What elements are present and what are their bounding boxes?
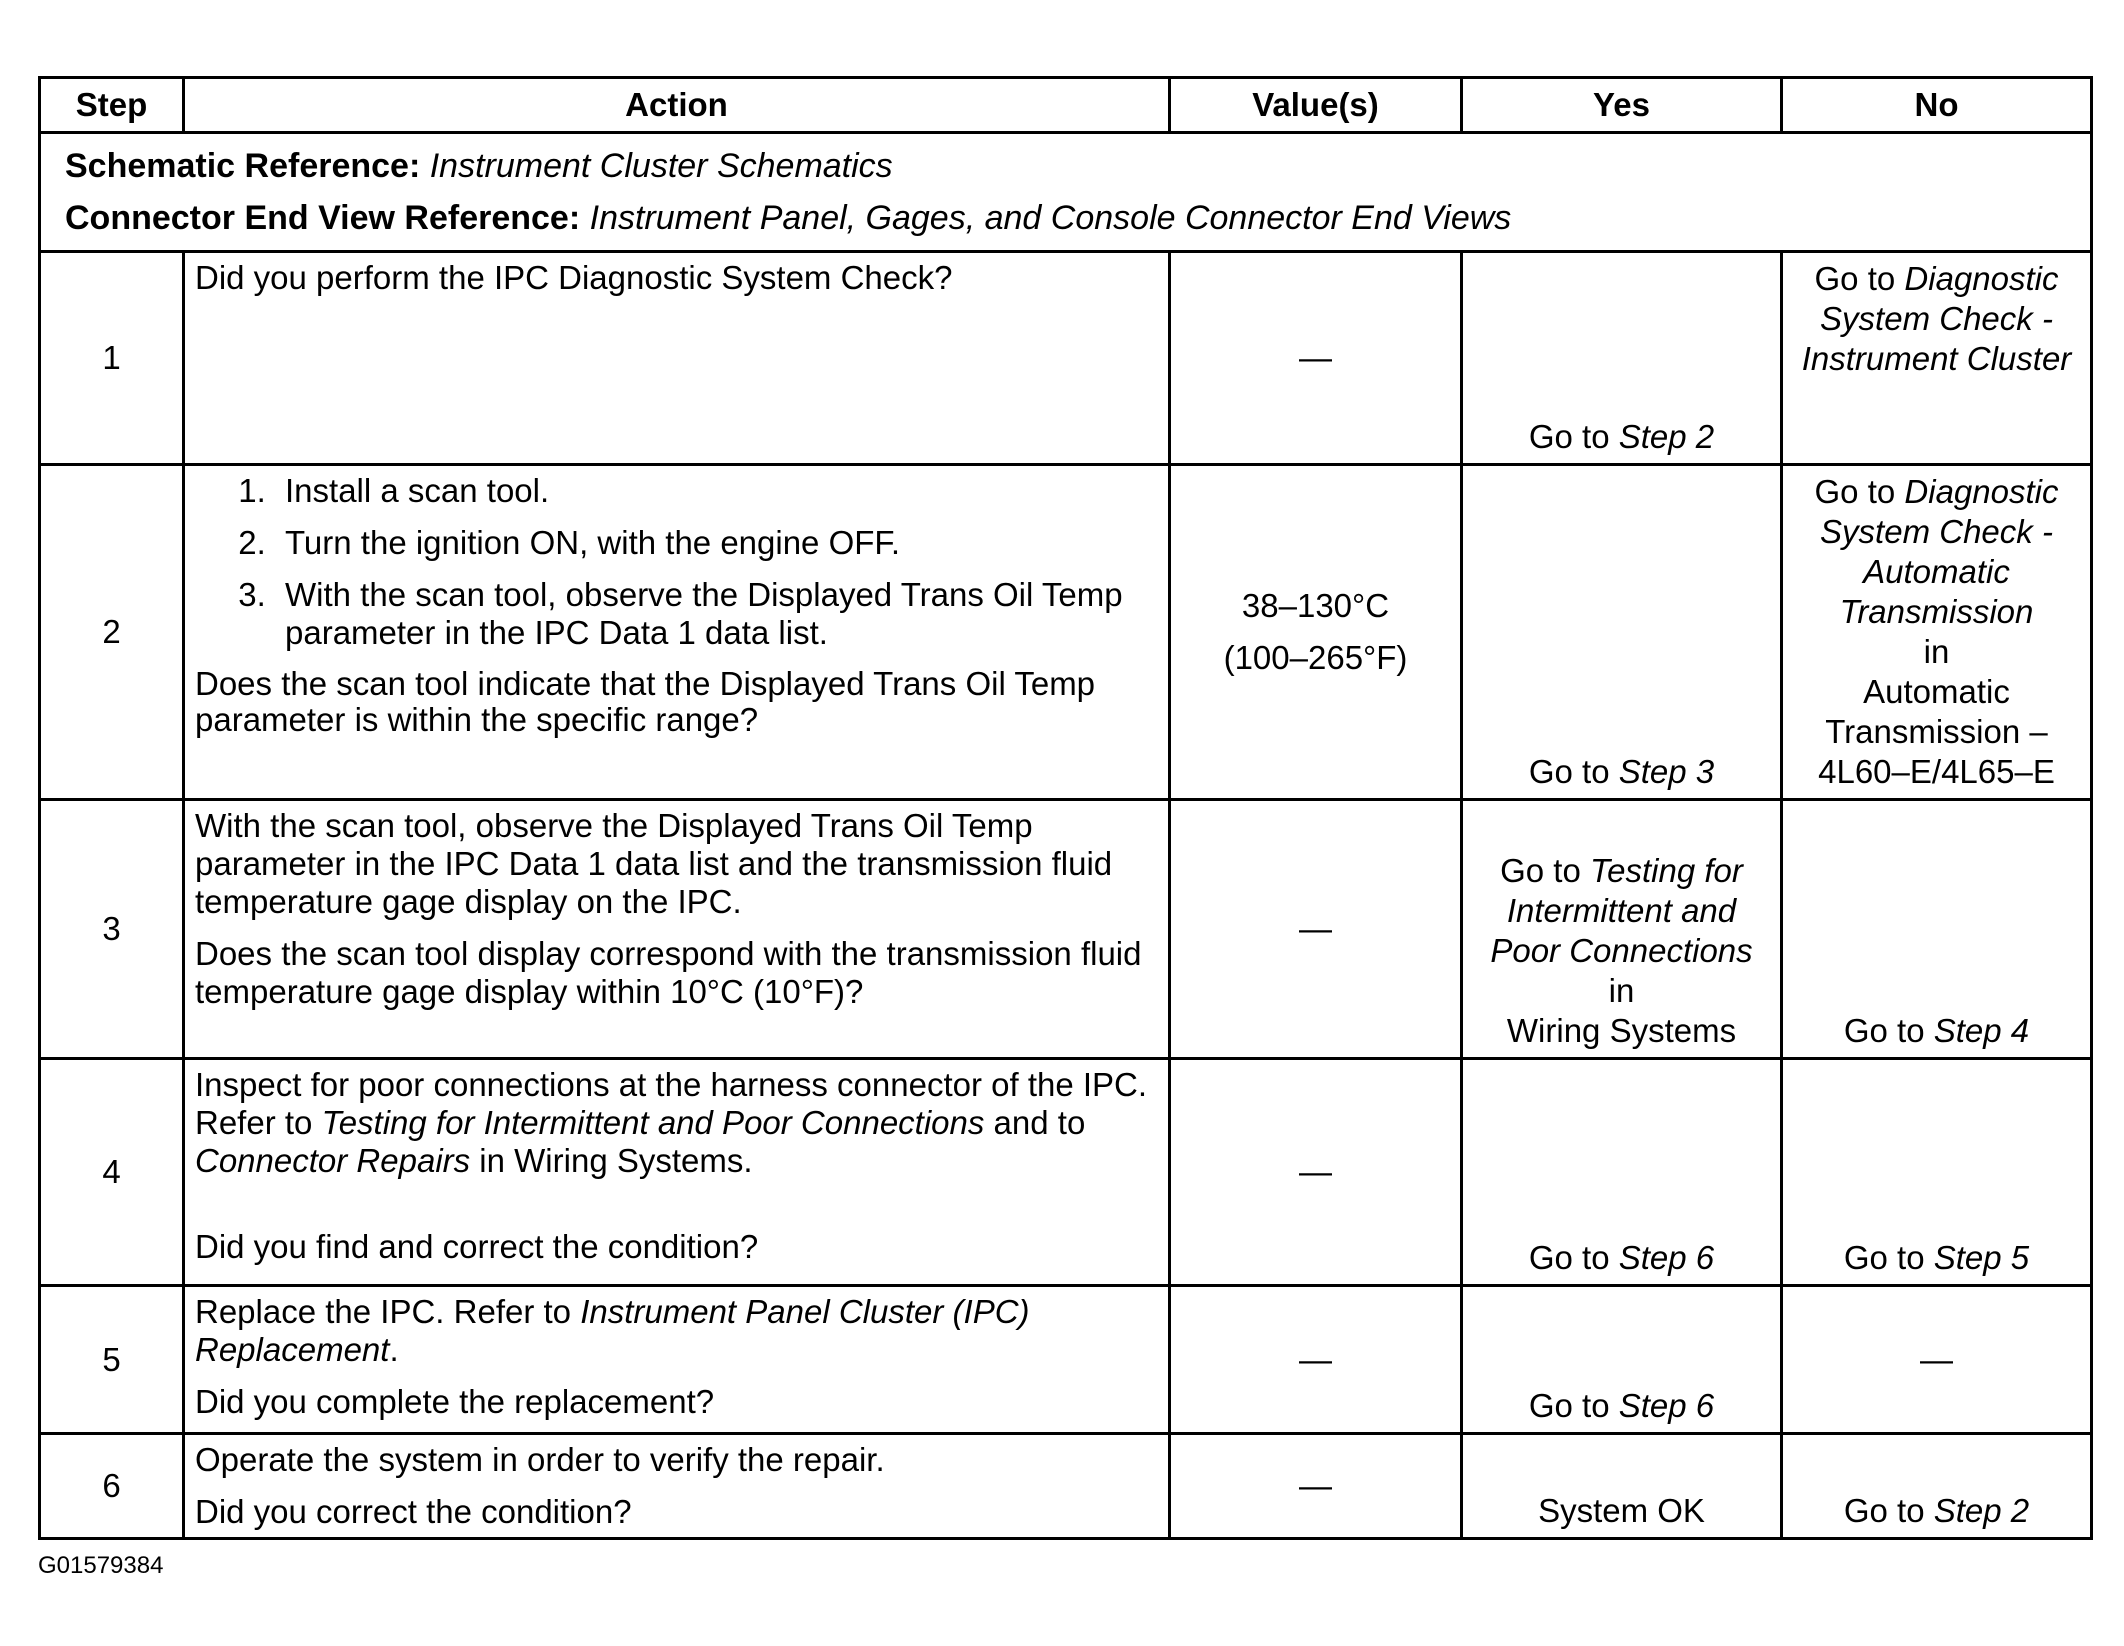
no-link[interactable]: Diagnostic System Check - Instrument Cluster: [1801, 260, 2072, 377]
header-step: Step: [40, 78, 184, 133]
value-fahrenheit: (100–265°F): [1223, 639, 1408, 676]
yes-link[interactable]: Testing for Intermittent and Poor Connections: [1490, 852, 1753, 969]
list-item: 3. With the scan tool, observe the Displayed Trans Oil Temp parameter in the IPC Data 1 data list.: [275, 576, 1158, 652]
step-number: 3: [40, 800, 184, 1059]
action-cell: With the scan tool, observe the Displayed Trans Oil Temp parameter in the IPC Data 1 data list and the transmission fluid temperature gage display on the IPC. Does the scan tool display correspond with the transmission fluid temperature gage display within 10°C (10°F)?: [184, 800, 1170, 1059]
table-row: [40, 1286, 2092, 1434]
no-link[interactable]: Diagnostic System Check - Automatic Transmission: [1820, 473, 2059, 630]
list-item: 2. Turn the ignition ON, with the engine OFF.: [275, 524, 1158, 562]
reference-row: [40, 133, 2092, 252]
action-question: Does the scan tool indicate that the Displayed Trans Oil Temp parameter is within the specific range?: [195, 665, 1096, 738]
yes-link[interactable]: Step 6: [1618, 1239, 1715, 1276]
action-cell: Inspect for poor connections at the harness connector of the IPC. Refer to Testing for Intermittent and Poor Connections and to Connector Repairs in Wiring Systems. Did you find and correct the condition?: [184, 1059, 1170, 1286]
action-steps-list: [195, 472, 1158, 652]
no-cell: Go to Diagnostic System Check - Automatic Transmission in Automatic Transmission – 4L60–E/4L65–E: [1782, 465, 2092, 800]
yes-cell: Go to Testing for Intermittent and Poor Connections in Wiring Systems: [1462, 800, 1782, 1059]
table-row: [40, 252, 2092, 465]
no-link[interactable]: Step 4: [1933, 1012, 2030, 1049]
action-link[interactable]: Instrument Panel Cluster (IPC) Replacement: [195, 1293, 1030, 1368]
schematic-reference-link[interactable]: Instrument Cluster Schematics: [429, 147, 893, 185]
value-cell: —: [1170, 1286, 1462, 1434]
yes-link[interactable]: Step 3: [1618, 753, 1715, 790]
no-cell: Go to Step 2: [1782, 1434, 2092, 1539]
connector-reference: Connector End View Reference: Instrument Panel, Gages, and Console Connector End Views: [65, 199, 1512, 237]
action-question: Did you find and correct the condition?: [195, 1228, 759, 1265]
no-cell: Go to Step 5: [1782, 1059, 2092, 1286]
no-cell: Go to Diagnostic System Check - Instrument Cluster: [1782, 252, 2092, 465]
header-action: Action: [184, 78, 1170, 133]
action-cell: Replace the IPC. Refer to Instrument Panel Cluster (IPC) Replacement. Did you complete the replacement?: [184, 1286, 1170, 1434]
value-cell: —: [1170, 1434, 1462, 1539]
header-no: No: [1782, 78, 2092, 133]
no-cell: —: [1782, 1286, 2092, 1434]
step-number: 6: [40, 1434, 184, 1539]
yes-cell: Go to Step 3: [1462, 465, 1782, 800]
reference-cell: [40, 133, 2092, 252]
table-row: [40, 1059, 2092, 1286]
table-row: [40, 465, 2092, 800]
yes-cell: Go to Step 6: [1462, 1286, 1782, 1434]
header-row: [40, 78, 2092, 133]
figure-id: G01579384: [38, 1552, 164, 1579]
action-question: Did you complete the replacement?: [195, 1383, 715, 1420]
value-celsius: 38–130°C: [1241, 587, 1390, 624]
table-row: [40, 800, 2092, 1059]
yes-link[interactable]: Step 6: [1618, 1387, 1715, 1424]
header-yes: Yes: [1462, 78, 1782, 133]
connector-reference-link[interactable]: Instrument Panel, Gages, and Console Connector End Views: [589, 199, 1512, 237]
table-row: [40, 1434, 2092, 1539]
yes-cell: Go to Step 2: [1462, 252, 1782, 465]
action-link[interactable]: Connector Repairs: [195, 1142, 471, 1179]
diagnostic-table: [38, 76, 2093, 1540]
action-link[interactable]: Testing for Intermittent and Poor Connections: [321, 1104, 985, 1141]
yes-link[interactable]: Step 2: [1618, 418, 1715, 455]
step-number: 5: [40, 1286, 184, 1434]
header-values: Value(s): [1170, 78, 1462, 133]
schematic-reference: Schematic Reference: Instrument Cluster Schematics: [65, 147, 893, 185]
value-cell: —: [1170, 1059, 1462, 1286]
value-cell: —: [1170, 252, 1462, 465]
step-number: 4: [40, 1059, 184, 1286]
step-number: 2: [40, 465, 184, 800]
action-cell: Operate the system in order to verify the repair. Did you correct the condition?: [184, 1434, 1170, 1539]
action-cell: [184, 465, 1170, 800]
list-item: 1. Install a scan tool.: [275, 472, 1158, 510]
value-cell: [1170, 465, 1462, 800]
value-cell: —: [1170, 800, 1462, 1059]
action-cell: Did you perform the IPC Diagnostic System Check?: [184, 252, 1170, 465]
yes-cell: Go to Step 6: [1462, 1059, 1782, 1286]
no-cell: Go to Step 4: [1782, 800, 2092, 1059]
step-number: 1: [40, 252, 184, 465]
action-question: Did you correct the condition?: [195, 1493, 632, 1530]
yes-cell: System OK: [1462, 1434, 1782, 1539]
diagnostic-table-sheet: [38, 76, 2090, 1540]
no-link[interactable]: Step 5: [1933, 1239, 2030, 1276]
no-link[interactable]: Step 2: [1933, 1492, 2030, 1529]
action-question: Does the scan tool display correspond with the transmission fluid temperature gage display within 10°C (10°F)?: [195, 935, 1142, 1010]
